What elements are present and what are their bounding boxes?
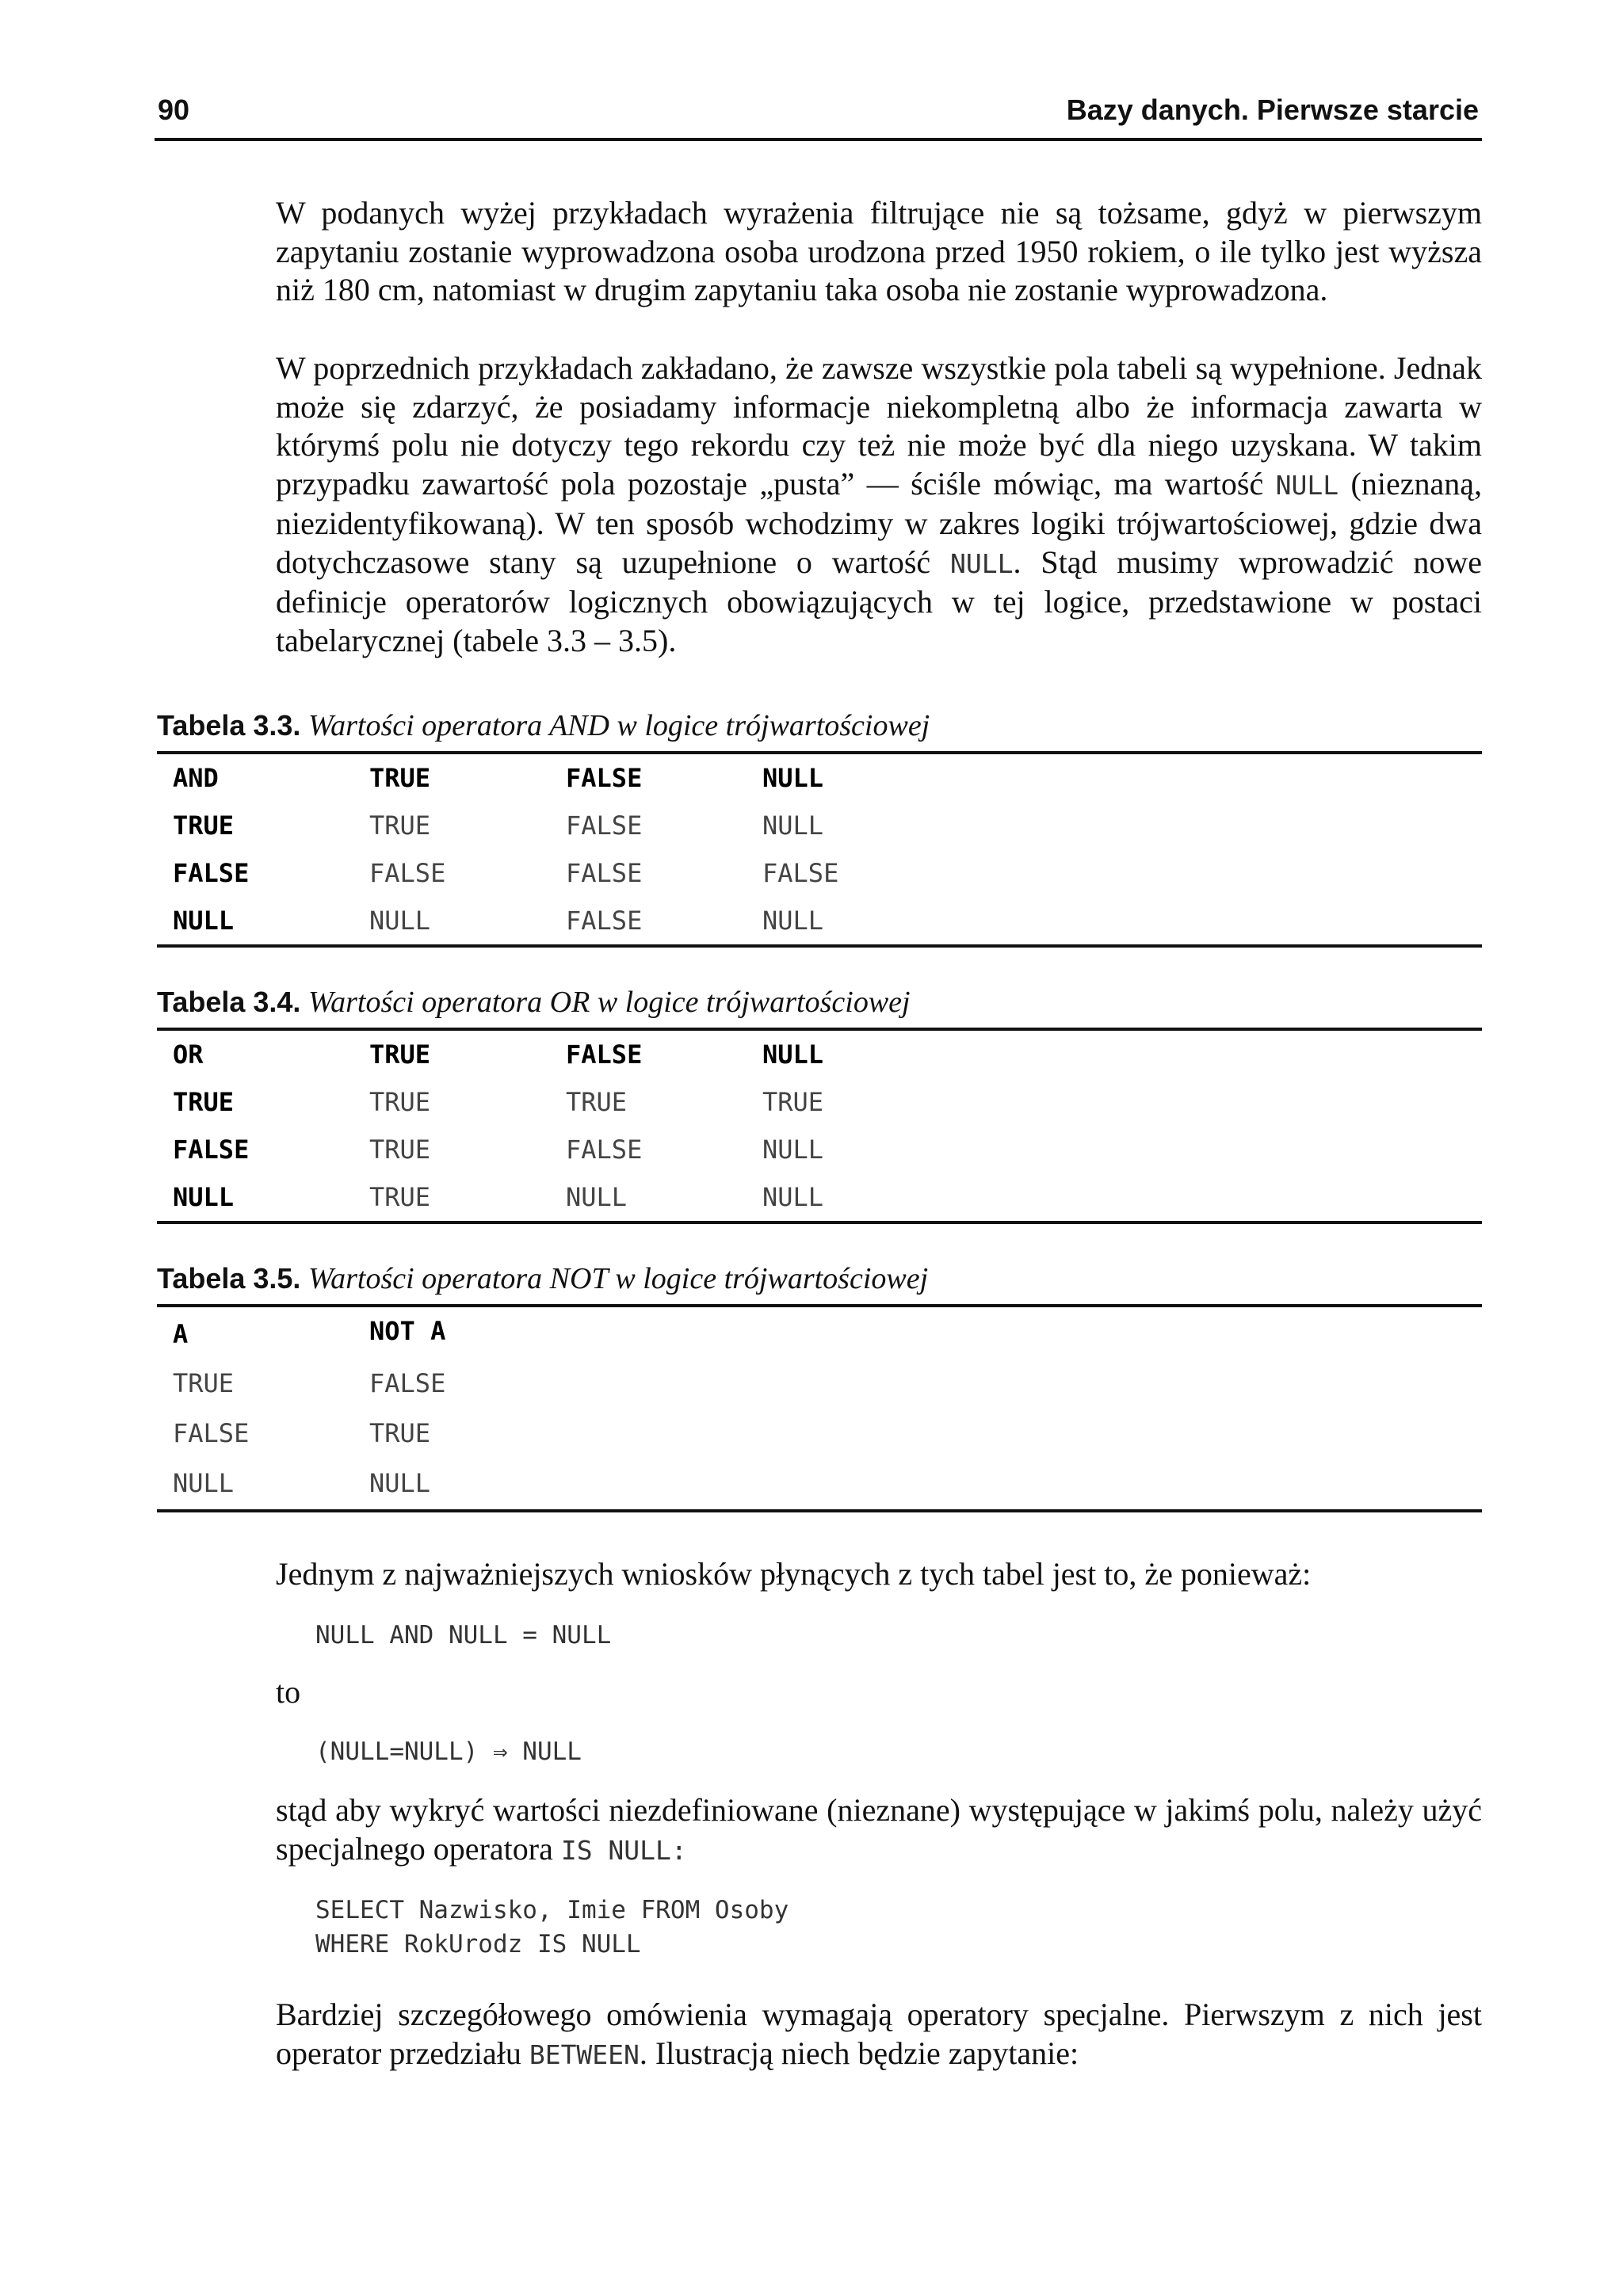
table-not-operator — [157, 1304, 1482, 1512]
table-cell: NULL — [369, 1468, 431, 1498]
table-row — [157, 1126, 1482, 1173]
table-header-row — [157, 754, 1482, 802]
caption-number: Tabela 3.3. — [157, 709, 301, 742]
inline-code-null: NULL — [950, 547, 1014, 579]
inline-code-between: BETWEEN — [529, 2039, 640, 2070]
table-cell: NULL — [566, 1182, 628, 1212]
table-cell: TRUE — [369, 1182, 431, 1212]
table-header-cell: FALSE — [566, 1039, 643, 1070]
inline-code-is-null: IS NULL: — [560, 1834, 687, 1866]
paragraph-null-logic — [276, 349, 1482, 660]
table-cell: NULL — [173, 1468, 235, 1498]
caption-text: Wartości operatora NOT w logice trójwartościowej — [307, 1262, 929, 1295]
table-header-cell: AND — [173, 763, 219, 793]
row-label-cell: TRUE — [173, 810, 235, 841]
table-or-operator — [157, 1028, 1482, 1224]
paragraph-text: W poprzednich przykładach zakładano, że zawsze wszystkie pola tabeli są wypełnione. Jednak może się zdarzyć, że posiadamy informacje niekompletną albo że informacja zawarta w którymś polu nie dotyczy tego rekordu czy też nie może być dla niego uzyskana. W takim przypadku zawartość pola pozostaje „pusta” — ściśle mówiąc, ma wartość — [276, 350, 1482, 502]
table-cell: FALSE — [369, 1368, 446, 1398]
table-row — [157, 849, 1482, 897]
page-number: 90 — [158, 93, 190, 126]
row-label-cell: TRUE — [173, 1087, 235, 1117]
table-cell: FALSE — [369, 858, 446, 888]
table-header-cell: NULL — [762, 1039, 824, 1070]
table-caption-or — [157, 984, 911, 1020]
table-header-row — [157, 1031, 1482, 1078]
paragraph-between — [276, 1996, 1482, 2074]
table-header-row — [157, 1307, 1482, 1360]
table-header-cell: OR — [173, 1039, 204, 1070]
paragraph-text: . Ilustracją niech będzie zapytanie: — [639, 2035, 1079, 2071]
caption-number: Tabela 3.4. — [157, 986, 301, 1018]
table-cell: NULL — [369, 906, 431, 936]
caption-text: Wartości operatora AND w logice trójwartościowej — [307, 709, 930, 742]
table-cell: TRUE — [369, 1135, 431, 1165]
table-header-cell: NOT A — [369, 1316, 446, 1346]
paragraph-to: to — [276, 1674, 301, 1710]
table-header-cell: FALSE — [566, 763, 643, 793]
code-null-and-null: NULL AND NULL = NULL — [315, 1621, 612, 1650]
table-caption-not — [157, 1261, 928, 1297]
table-cell: NULL — [762, 1182, 824, 1212]
paragraph-text: Bardziej szczegółowego omówienia wymagają operatory specjalne. Pierwszym z nich jest operator przedziału — [276, 1997, 1482, 2071]
table-caption-and — [157, 707, 930, 744]
table-header-cell: TRUE — [369, 763, 431, 793]
table-cell: TRUE — [566, 1087, 628, 1117]
table-row — [157, 1173, 1482, 1221]
code-null-equals-null: (NULL=NULL) ⇒ NULL — [315, 1737, 582, 1766]
paragraph-text: . Stąd musimy wprowadzić nowe definicje operatorów logicznych obowiązujących w tej logice, przedstawione w postaci tabelarycznej (tabele 3.3 – 3.5). — [276, 543, 1482, 658]
book-title: Bazy danych. Pierwsze starcie — [1066, 93, 1479, 126]
caption-number: Tabela 3.5. — [157, 1262, 301, 1295]
table-cell: TRUE — [369, 1087, 431, 1117]
row-label-cell: FALSE — [173, 1135, 250, 1165]
table-row — [157, 1409, 1482, 1459]
table-cell: TRUE — [173, 1368, 235, 1398]
table-row — [157, 897, 1482, 944]
caption-text: Wartości operatora OR w logice trójwartościowej — [307, 986, 911, 1019]
table-cell: NULL — [762, 1135, 824, 1165]
table-cell: FALSE — [566, 1135, 643, 1165]
table-cell: FALSE — [566, 906, 643, 936]
row-label-cell: NULL — [173, 1182, 235, 1212]
table-row — [157, 1459, 1482, 1509]
table-cell: NULL — [762, 906, 824, 936]
table-cell: FALSE — [762, 858, 839, 888]
table-header-cell: A — [173, 1319, 189, 1349]
inline-code-null: NULL — [1275, 469, 1339, 501]
table-cell: FALSE — [566, 858, 643, 888]
row-label-cell: FALSE — [173, 858, 250, 888]
table-cell: FALSE — [566, 810, 643, 841]
table-cell: TRUE — [369, 810, 431, 841]
sql-line-select: SELECT Nazwisko, Imie FROM Osoby — [315, 1896, 789, 1924]
table-row — [157, 1360, 1482, 1409]
table-and-operator — [157, 751, 1482, 948]
table-header-cell: NULL — [762, 763, 824, 793]
table-header-cell: TRUE — [369, 1039, 431, 1070]
paragraph-text: (nieznaną, niezidentyfikowaną). W ten sposób wchodzimy w zakres logiki trójwartościowej, gdzie dwa dotychczasowe stany są uzupełnione o wartość — [276, 465, 1483, 580]
table-cell: TRUE — [369, 1418, 431, 1448]
sql-line-where: WHERE RokUrodz IS NULL — [315, 1930, 641, 1958]
row-label-cell: NULL — [173, 906, 235, 936]
table-row — [157, 802, 1482, 849]
table-cell: FALSE — [173, 1418, 250, 1448]
paragraph-is-null — [276, 1791, 1482, 1870]
table-row — [157, 1078, 1482, 1126]
paragraph-filter-expressions: W podanych wyżej przykładach wyrażenia filtrujące nie są tożsame, gdyż w pierwszym zapytaniu zostanie wyprowadzona osoba urodzona przed 1950 rokiem, o ile tylko jest wyższa niż 180 cm, natomiast w drugim zapytaniu taka osoba nie zostanie wyprowadzona. — [276, 195, 1482, 307]
table-cell: TRUE — [762, 1087, 824, 1117]
paragraph-text: stąd aby wykryć wartości niezdefiniowane (nieznane) występujące w jakimś polu, należy użyć specjalnego operatora — [276, 1792, 1482, 1867]
table-cell: NULL — [762, 810, 824, 841]
running-header — [155, 93, 1482, 141]
paragraph-conclusion: Jednym z najważniejszych wniosków płynących z tych tabel jest to, że ponieważ: — [276, 1556, 1312, 1592]
